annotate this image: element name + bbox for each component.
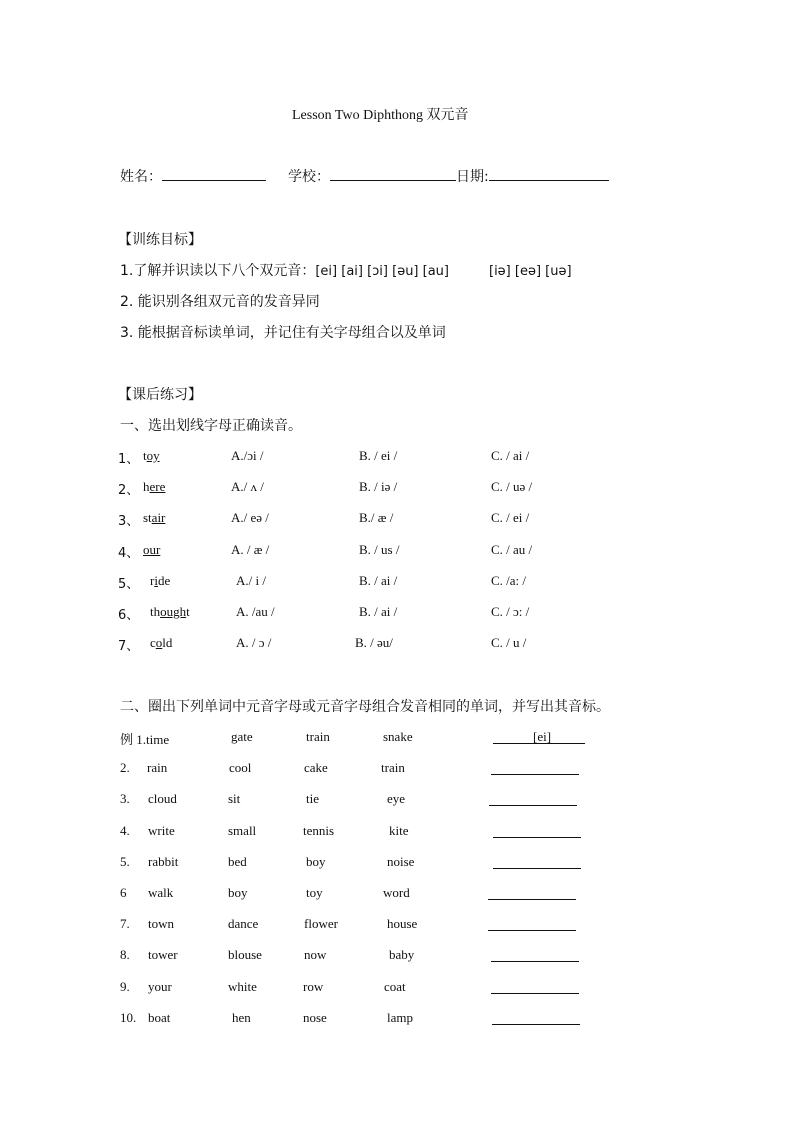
word-option[interactable]: row [303,978,324,994]
part1-title: 一、选出划线字母正确读音。 [120,418,302,434]
page-title: Lesson Two Diphthong 双元音 [292,108,469,123]
question-number: 6、 [118,608,140,623]
word-option[interactable]: sit [228,791,241,807]
option-b[interactable]: B. / ei / [359,448,398,463]
question-word [143,448,160,464]
word-option[interactable]: lamp [387,1009,413,1025]
option-a[interactable]: A./ i / [236,572,266,588]
word-option[interactable]: tower [148,947,178,963]
word-option[interactable]: hen [232,1009,251,1025]
option-c[interactable]: C. / ɔ: / [491,604,530,619]
word-option[interactable]: word [383,885,410,900]
word-option[interactable]: town [148,916,174,932]
question-number: 8. [120,947,130,963]
school-blank[interactable] [330,166,456,181]
school-label: 学校： [288,169,330,185]
word-prefix: t [143,448,147,463]
question-number: 4、 [118,545,140,561]
word-suffix: t [186,604,190,619]
word-option[interactable]: write [148,822,175,838]
question-number: 9. [120,978,130,994]
word-underlined-letters: i [154,572,158,588]
question-number: 7、 [118,639,140,655]
option-c[interactable]: C. / ei / [491,510,530,526]
word-option[interactable]: tie [306,791,319,807]
option-c[interactable]: C. /a: / [491,572,527,588]
option-a[interactable]: A./ ʌ / [231,479,264,495]
word-option[interactable]: house [387,916,418,932]
question-number: 3. [120,791,130,807]
question-number: 10. [120,1009,137,1025]
word-prefix: c [150,635,156,651]
question-number: 1、 [118,452,140,467]
question-number: 5、 [118,576,140,592]
word-underlined-letters: ere [149,479,166,495]
practice-heading: 【课后练习】 [118,387,202,403]
goals-heading: 【训练目标】 [118,232,202,248]
word-option[interactable]: now [304,947,327,963]
word-underlined-letters: oy [146,448,160,463]
word-option[interactable]: walk [148,885,174,900]
option-c[interactable]: C. / ai / [491,448,530,463]
word-option[interactable]: rabbit [148,853,179,869]
word-option[interactable]: boy [228,885,248,900]
example-number: 例 1.time [120,732,170,747]
word-underlined-letters: ough [160,604,187,619]
word-option[interactable]: flower [304,916,338,932]
question-word [143,510,165,526]
date-label: 日期: [456,169,489,185]
word-suffix: de [157,572,171,588]
option-b[interactable]: B. / ai / [359,604,398,619]
word-option[interactable]: boy [306,853,326,869]
goal-item-1-text: 1.了解并识读以下八个双元音： [120,263,316,279]
question-word [150,635,172,651]
goal-item-3: 3. 能根据音标读单词，并记住有关字母组合以及单词 [120,325,446,341]
word-prefix: h [143,479,150,495]
word-option[interactable]: rain [147,760,168,776]
word-option[interactable]: your [148,978,172,994]
name-blank[interactable] [162,166,266,181]
word-option[interactable]: cool [229,760,252,776]
name-field-row [120,166,266,186]
answer-line[interactable] [489,791,577,806]
goal-item-2: 2. 能识别各组双元音的发音异同 [120,294,320,310]
question-number: 3、 [118,514,140,530]
question-number: 7. [120,916,130,932]
option-a[interactable]: A. /au / [236,604,275,619]
diphthong-set-2: [iə] [eə] [uə] [489,264,572,279]
answer-line[interactable] [491,760,579,775]
word-option[interactable]: cloud [148,791,177,807]
answer-line[interactable] [492,1010,580,1025]
answer-line[interactable] [488,916,576,931]
word-option[interactable]: eye [387,791,406,807]
example-answer: [ei] [533,729,552,744]
question-number: 5. [120,853,130,869]
option-c[interactable]: C. / u / [491,635,527,651]
answer-line[interactable] [493,823,581,838]
word-option[interactable]: kite [389,822,409,838]
word-option[interactable]: toy [306,885,323,900]
word-underlined-letters: o [155,635,163,651]
option-b[interactable]: B. / ai / [359,572,398,588]
word-option[interactable]: dance [228,916,259,932]
word-prefix: th [150,604,161,619]
word-option[interactable]: baby [389,947,415,963]
option-a[interactable]: A./ɔi / [231,448,264,463]
option-b[interactable]: B. / əu/ [355,635,393,651]
option-a[interactable]: A./ eə / [231,510,269,526]
word-option[interactable]: boat [148,1009,171,1025]
word-option[interactable]: white [228,978,257,994]
answer-line[interactable] [491,979,579,994]
word-prefix: r [150,572,155,588]
question-number: 2. [120,760,130,776]
word-option[interactable]: train [381,760,405,776]
option-c[interactable]: C. / au / [491,541,533,557]
word-prefix: st [143,510,152,526]
option-a[interactable]: A. / ɔ / [236,635,272,651]
word-suffix: ld [162,635,173,651]
word-option[interactable]: bed [228,853,247,869]
name-label: 姓名： [120,169,162,185]
option-c[interactable]: C. / uə / [491,479,533,495]
word-option[interactable]: gate [231,729,253,744]
word-option[interactable]: coat [384,978,406,994]
question-number: 6 [120,885,127,900]
word-underlined-letters: air [151,510,166,526]
option-b[interactable]: B. / us / [359,541,400,557]
word-option[interactable]: small [228,822,257,838]
question-word [143,542,160,558]
word-option[interactable]: nose [303,1009,327,1025]
diphthong-set-1: [ei] [ai] [ɔi] [əu] [au] [315,264,449,279]
question-number: 4. [120,822,130,838]
date-blank[interactable] [489,166,609,181]
answer-line[interactable] [493,854,581,869]
option-a[interactable]: A. / æ / [231,541,270,557]
word-option[interactable]: cake [304,760,328,776]
word-underlined-letters: our [143,541,161,557]
word-option[interactable]: train [306,729,330,744]
word-option[interactable]: tennis [303,822,335,838]
part2-title: 二、圈出下列单词中元音字母或元音字母组合发音相同的单词，并写出其音标。 [120,699,610,715]
answer-line[interactable] [491,947,579,962]
word-option[interactable]: snake [383,729,413,744]
goal-item-1 [120,260,572,280]
question-word [150,573,170,589]
answer-line[interactable] [488,885,576,900]
word-option[interactable]: blouse [228,947,262,963]
question-word [143,479,165,495]
option-b[interactable]: B. / iə / [359,479,398,495]
option-b[interactable]: B./ æ / [359,510,394,526]
question-number: 2、 [118,483,140,499]
school-field-row [288,166,609,186]
question-word [150,604,190,620]
word-option[interactable]: noise [387,853,415,869]
